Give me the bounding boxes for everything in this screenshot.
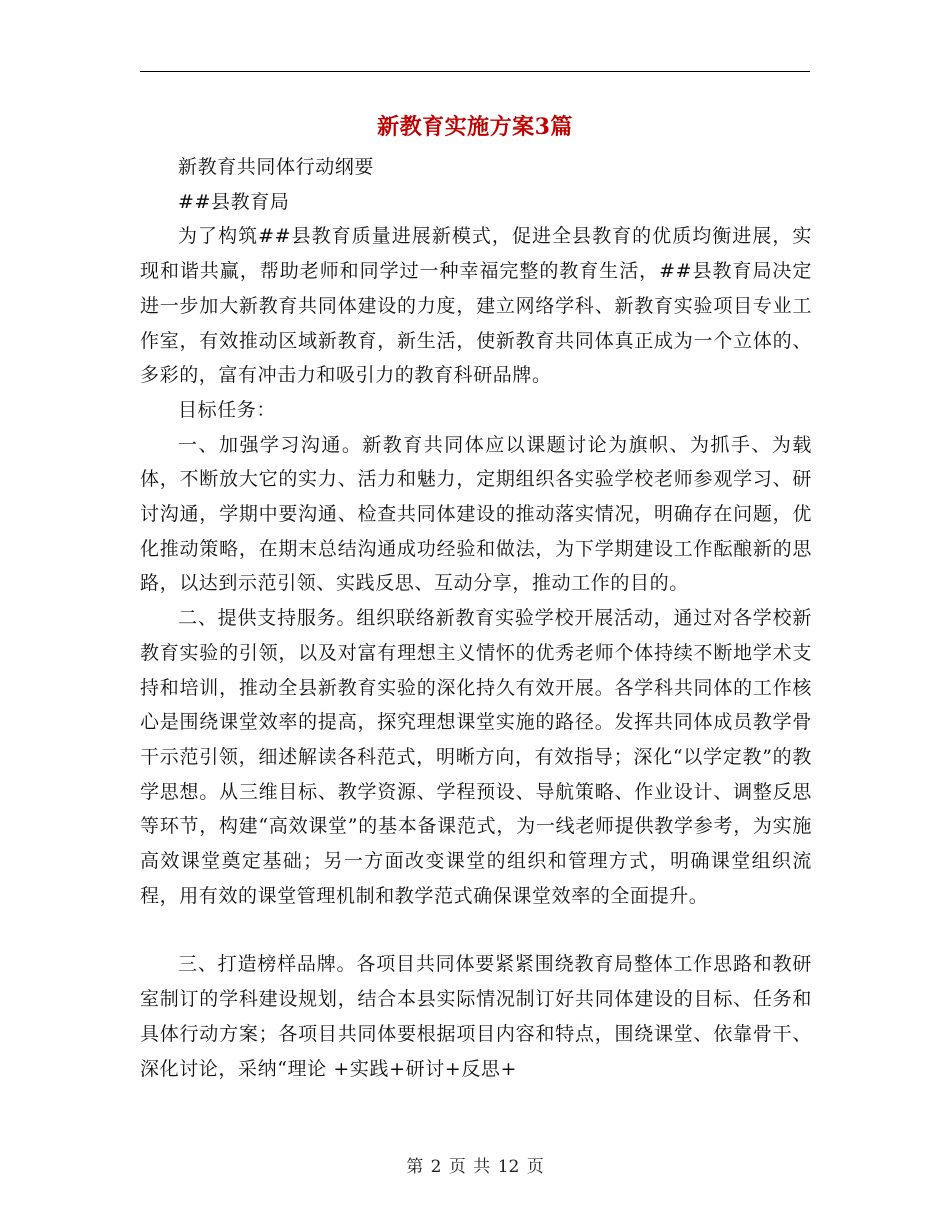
paragraph-intro: 为了构筑##县教育质量进展新模式，促进全县教育的优质均衡进展，实现和谐共赢，帮助老师和同学过一种幸福完整的教育生活，##县教育局决定进一步加大新教育共同体建设的力度，建立网络学科、新教育实验项目专业工作室，有效推动区域新教育，新生活，使新教育共同体真正成为一个立体的、多彩的，富有冲击力和吸引力的教育科研品牌。 [140, 225, 812, 387]
paragraph-subtitle: 新教育共同体行动纲要 [178, 156, 375, 178]
paragraph-goals-heading: 目标任务： [178, 398, 277, 421]
paragraph-section-2: 二、提供支持服务。组织联络新教育实验学校开展活动，通过对各学校新教育实验的引领，以及对富有理想主义情怀的优秀老师个体持续不断地学术支持和培训，推动全县新教育实验的深化持久有效开展。各学科共同体的工作核心是围绕课堂效率的提高，探究理想课堂实施的路径。发挥共同体成员教学骨干示范引领，细述解读各科范式，明晰方向，有效指导；深化“以学定教”的教学思想。从三维目标、教学资源、学程预设、导航策略、作业设计、调整反思等环节，构建“高效课堂”的基本备课范式，为一线老师提供教学参考，为实施高效课堂奠定基础；另一方面改变课堂的组织和管理方式，明确课堂组织流程，用有效的课堂管理机制和教学范式确保课堂效率的全面提升。 [140, 607, 812, 907]
header-rule [140, 71, 810, 72]
paragraph-issuer: ##县教育局 [178, 190, 290, 213]
page-number-footer: 第 2 页 共 12 页 [406, 1157, 544, 1177]
paragraph-section-1: 一、加强学习沟通。新教育共同体应以课题讨论为旗帜、为抓手、为载体，不断放大它的实力、活力和魅力，定期组织各实验学校老师参观学习、研讨沟通，学期中要沟通、检查共同体建设的推动落实情况，明确存在问题，优化推动策略，在期末总结沟通成功经验和做法，为下学期建设工作酝酿新的思路，以达到示范引领、实践反思、互动分享，推动工作的目的。 [140, 433, 812, 595]
document-title: 新教育实施方案3篇 [377, 114, 573, 140]
paragraph-section-3: 三、打造榜样品牌。各项目共同体要紧紧围绕教育局整体工作思路和教研室制订的学科建设规划，结合本县实际情况制订好共同体建设的目标、任务和具体行动方案；各项目共同体要根据项目内容和特点，围绕课堂、依靠骨干、深化讨论，采纳“理论 +实践+研讨+反思+ [140, 953, 812, 1080]
document-body [140, 150, 812, 1086]
